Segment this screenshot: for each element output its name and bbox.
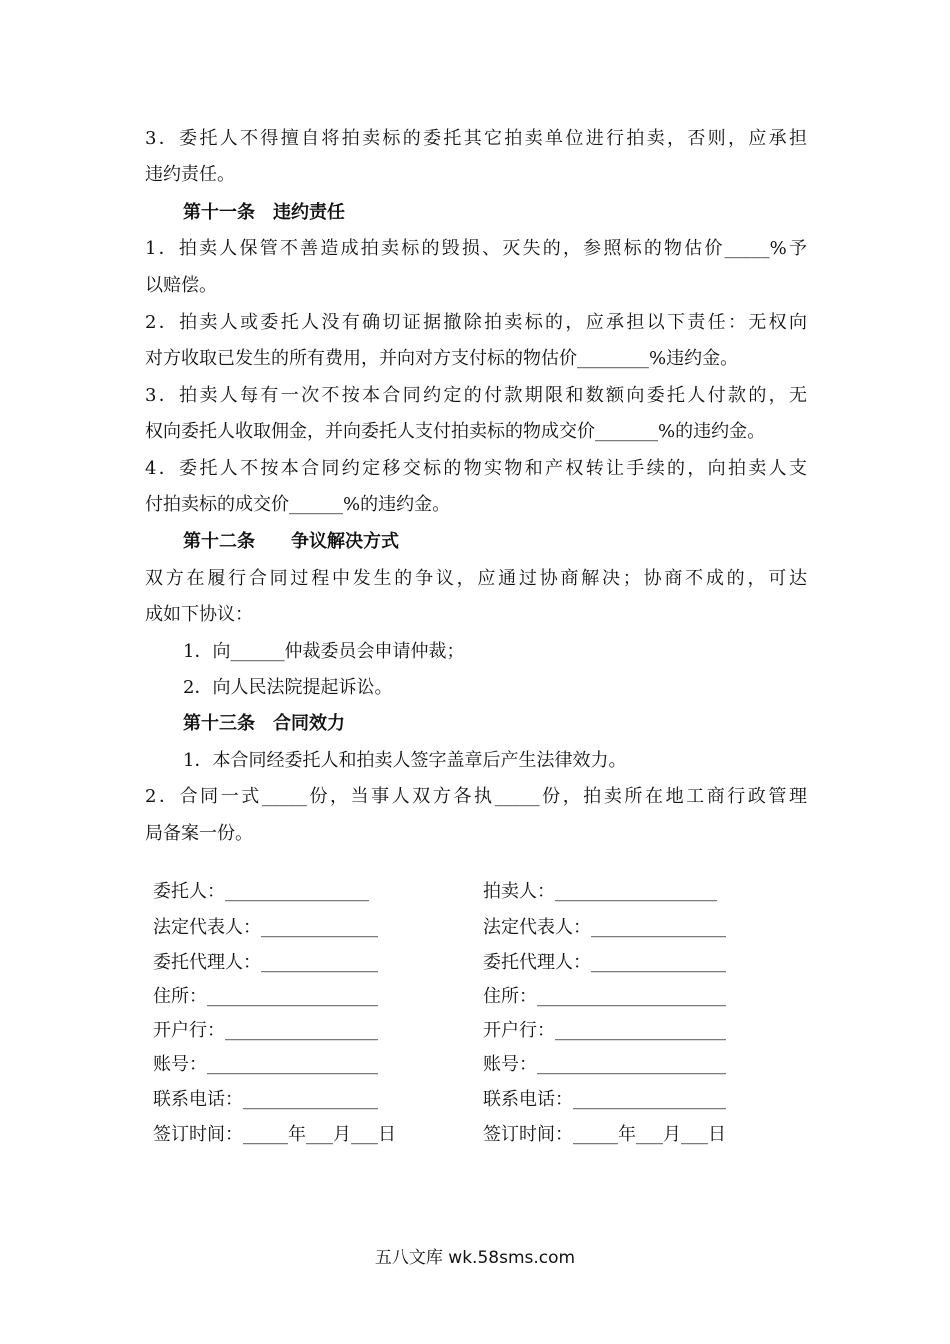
clause11-item4-line2: 付拍卖标的成交价______%的违约金。	[145, 494, 451, 515]
clause11-item1-line2: 以赔偿。	[145, 275, 217, 296]
clause11-item3-line2: 权向委托人收取佣金，并向委托人支付拍卖标的物成交价_______%的违约金。	[145, 421, 766, 442]
clause13-item2-line1: 2．合同一式_____份，当事人双方各执_____份，拍卖所在地工商行政管理	[145, 786, 807, 807]
clause11-item3-line1: 3．拍卖人每有一次不按本合同约定的付款期限和数额向委托人付款的，无	[145, 385, 807, 406]
clause12-title: 第十二条 争议解决方式	[183, 531, 399, 552]
right-legal-rep-field: 法定代表人：_______________	[483, 917, 726, 938]
clause13-item1: 1．本合同经委托人和拍卖人签字盖章后产生法律效力。	[183, 750, 627, 771]
left-date-field: 签订时间：_____年___月___日	[153, 1124, 396, 1145]
clause11-item2-line2: 对方收取已发生的所有费用，并向对方支付标的物估价________%违约金。	[145, 348, 739, 369]
right-agent-field: 委托代理人：_______________	[483, 952, 726, 973]
left-address-field: 住所：___________________	[153, 986, 378, 1007]
clause12-item2: 2．向人民法院提起诉讼。	[183, 677, 393, 698]
right-address-field: 住所：_____________________	[483, 986, 726, 1007]
right-date-field: 签订时间：_____年___月___日	[483, 1124, 726, 1145]
clause11-item4-line1: 4．委托人不按本合同约定移交标的物实物和产权转让手续的，向拍卖人支	[145, 458, 807, 479]
left-account-field: 账号：___________________	[153, 1054, 378, 1075]
left-phone-field: 联系电话：_______________	[153, 1089, 378, 1110]
left-principal-field: 委托人：________________	[153, 881, 369, 902]
left-legal-rep-field: 法定代表人：_____________	[153, 917, 378, 938]
clause12-intro-line2: 成如下协议：	[145, 604, 253, 625]
clause13-item2-line2: 局备案一份。	[145, 823, 253, 844]
right-account-field: 账号：_____________________	[483, 1054, 726, 1075]
right-phone-field: 联系电话：_________________	[483, 1089, 726, 1110]
clause11-title: 第十一条 违约责任	[183, 202, 345, 223]
left-agent-field: 委托代理人：_____________	[153, 952, 378, 973]
clause11-item1-line1: 1．拍卖人保管不善造成拍卖标的毁损、灭失的，参照标的物估价_____%予	[145, 238, 807, 259]
clause12-item1: 1．向______仲裁委员会申请仲裁；	[183, 641, 465, 662]
clause10-item3-line1: 3．委托人不得擅自将拍卖标的委托其它拍卖单位进行拍卖，否则，应承担	[145, 128, 807, 149]
clause12-intro-line1: 双方在履行合同过程中发生的争议，应通过协商解决；协商不成的，可达	[145, 568, 807, 589]
clause10-item3-line2: 违约责任。	[145, 164, 235, 185]
clause13-title: 第十三条 合同效力	[183, 713, 345, 734]
clause11-item2-line1: 2．拍卖人或委托人没有确切证据撤除拍卖标的，应承担以下责任：无权向	[145, 312, 807, 333]
right-bank-field: 开户行：___________________	[483, 1020, 726, 1041]
left-bank-field: 开户行：_________________	[153, 1020, 378, 1041]
right-auctioneer-field: 拍卖人：__________________	[483, 881, 717, 902]
footer-watermark: 五八文库 wk.58sms.com	[374, 1248, 576, 1268]
